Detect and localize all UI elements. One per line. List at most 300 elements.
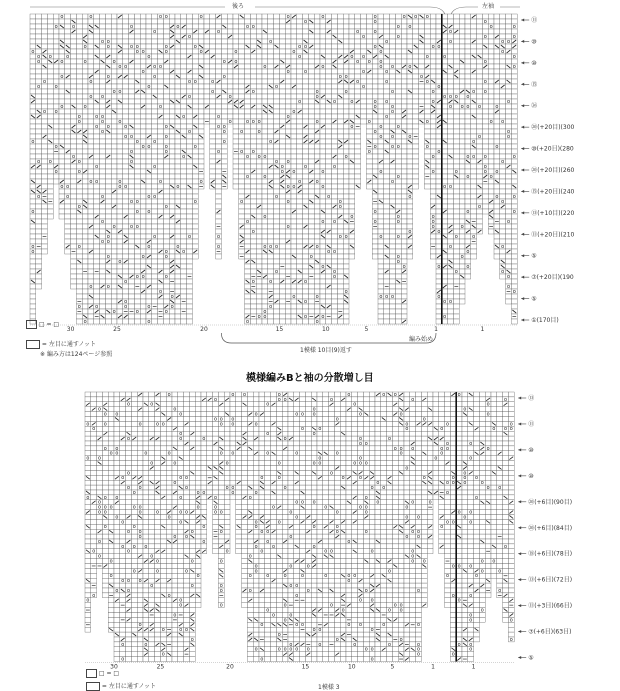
chart-cell — [76, 29, 82, 34]
chart-cell — [158, 169, 164, 174]
chart-cell — [419, 59, 425, 64]
chart-cell — [117, 164, 123, 169]
chart-cell — [192, 94, 198, 99]
chart-cell — [88, 44, 94, 49]
chart-cell — [384, 144, 390, 149]
chart-cell — [453, 79, 459, 84]
chart-cell — [378, 249, 384, 254]
chart-cell — [453, 199, 459, 204]
chart-cell — [82, 234, 88, 239]
chart-cell — [111, 289, 117, 294]
chart-cell — [448, 144, 454, 149]
chart-cell — [332, 239, 338, 244]
yarn-over-symbol: o — [165, 14, 168, 20]
chart-cell — [47, 94, 53, 99]
chart-cell — [291, 74, 297, 79]
chart-cell — [413, 99, 419, 104]
chart-cell — [187, 19, 193, 24]
yarn-over-symbol: o — [147, 319, 150, 325]
chart-cell — [268, 254, 274, 259]
chart-cell — [343, 129, 349, 134]
chart-cell — [343, 64, 349, 69]
chart-cell — [198, 24, 204, 29]
chart-cell — [250, 179, 256, 184]
chart-cell — [105, 169, 111, 174]
chart-cell — [146, 44, 152, 49]
chart-cell — [477, 84, 483, 89]
chart-cell — [500, 139, 506, 144]
chart-cell — [123, 164, 129, 169]
chart-cell — [111, 184, 117, 189]
chart-cell — [181, 234, 187, 239]
chart-cell — [453, 149, 459, 154]
chart-cell — [303, 179, 309, 184]
chart-cell — [494, 19, 500, 24]
chart-cell — [337, 169, 343, 174]
yarn-over-symbol: o — [136, 224, 139, 230]
chart-cell — [71, 244, 77, 249]
chart-cell — [88, 59, 94, 64]
chart-cell — [88, 39, 94, 44]
chart-cell — [239, 84, 245, 89]
chart-cell — [355, 179, 361, 184]
chart-cell — [511, 14, 517, 19]
chart-cell — [262, 14, 268, 19]
chart-cell — [140, 34, 146, 39]
chart-cell — [100, 164, 106, 169]
chart-cell — [372, 239, 378, 244]
chart-cell — [291, 259, 297, 264]
chart-cell — [279, 204, 285, 209]
chart-cell — [256, 69, 262, 74]
chart-cell — [465, 49, 471, 54]
chart-cell — [320, 49, 326, 54]
chart-cell — [291, 274, 297, 279]
chart-cell — [216, 169, 222, 174]
chart-cell — [297, 259, 303, 264]
chart-cell — [169, 154, 175, 159]
chart-cell — [506, 234, 512, 239]
chart-cell — [250, 189, 256, 194]
chart-cell — [169, 189, 175, 194]
chart-cell — [465, 44, 471, 49]
chart-cell — [111, 299, 117, 304]
chart-cell — [459, 214, 465, 219]
chart-cell — [36, 119, 42, 124]
chart-cell — [314, 224, 320, 229]
yarn-over-symbol: o — [95, 164, 98, 170]
chart-cell — [140, 294, 146, 299]
chart-cell — [65, 109, 71, 114]
chart-cell — [30, 304, 36, 309]
chart-cell — [314, 234, 320, 239]
chart-cell — [71, 99, 77, 104]
chart-cell — [332, 84, 338, 89]
chart-cell — [349, 29, 355, 34]
chart-cell — [169, 59, 175, 64]
chart-cell — [245, 269, 251, 274]
chart-cell — [303, 289, 309, 294]
chart-cell — [181, 59, 187, 64]
chart-cell — [390, 119, 396, 124]
chart-cell — [308, 159, 314, 164]
chart-cell — [378, 214, 384, 219]
chart-cell — [59, 214, 65, 219]
chart-cell — [274, 309, 280, 314]
chart-cell — [210, 119, 216, 124]
chart-cell — [42, 14, 48, 19]
chart-cell — [279, 69, 285, 74]
chart-cell — [123, 229, 129, 234]
chart-cell — [53, 54, 59, 59]
chart-cell — [500, 19, 506, 24]
chart-cell — [36, 14, 42, 19]
chart-cell — [285, 319, 291, 324]
chart-cell — [361, 14, 367, 19]
chart-cell — [158, 124, 164, 129]
chart-cell — [262, 289, 268, 294]
chart-cell — [36, 124, 42, 129]
chart-cell — [506, 69, 512, 74]
chart-cell — [146, 179, 152, 184]
chart-cell — [216, 74, 222, 79]
chart-cell — [175, 109, 181, 114]
chart-cell — [65, 129, 71, 134]
chart-cell — [30, 64, 36, 69]
chart-cell — [291, 19, 297, 24]
chart-cell — [349, 64, 355, 69]
chart-cell — [477, 34, 483, 39]
chart-cell — [448, 19, 454, 24]
chart-cell — [129, 254, 135, 259]
chart-cell — [53, 74, 59, 79]
chart-cell — [442, 159, 448, 164]
chart-cell — [111, 249, 117, 254]
chart-cell — [291, 264, 297, 269]
chart-cell — [453, 224, 459, 229]
chart-cell — [274, 279, 280, 284]
chart-cell — [239, 39, 245, 44]
chart-cell — [372, 179, 378, 184]
chart-cell — [88, 139, 94, 144]
chart-cell — [82, 119, 88, 124]
chart-cell — [111, 149, 117, 154]
chart-cell — [297, 144, 303, 149]
chart-cell — [384, 209, 390, 214]
yarn-over-symbol: o — [130, 199, 133, 205]
chart-cell — [337, 19, 343, 24]
chart-cell — [152, 224, 158, 229]
chart-cell — [140, 14, 146, 19]
yarn-over-symbol: o — [107, 234, 110, 240]
chart-cell — [192, 234, 198, 239]
chart-cell — [453, 109, 459, 114]
chart-cell — [262, 84, 268, 89]
chart-cell — [36, 129, 42, 134]
chart-cell — [187, 24, 193, 29]
chart-cell — [36, 264, 42, 269]
chart-cell — [158, 129, 164, 134]
chart-cell — [187, 189, 193, 194]
chart-cell — [436, 214, 442, 219]
chart-cell — [30, 314, 36, 319]
chart-cell — [436, 274, 442, 279]
chart-cell — [175, 89, 181, 94]
chart-cell — [442, 244, 448, 249]
chart-cell — [291, 139, 297, 144]
chart-cell — [117, 289, 123, 294]
chart-cell — [297, 129, 303, 134]
chart-cell — [158, 159, 164, 164]
chart-cell — [407, 159, 413, 164]
chart-cell — [146, 234, 152, 239]
chart-cell — [448, 69, 454, 74]
yarn-over-symbol: o — [60, 59, 63, 65]
chart-cell — [94, 19, 100, 24]
chart-cell — [268, 79, 274, 84]
chart-cell — [390, 229, 396, 234]
chart-cell — [245, 129, 251, 134]
chart-cell — [297, 24, 303, 29]
chart-cell — [303, 54, 309, 59]
chart-cell — [134, 24, 140, 29]
chart-cell — [274, 99, 280, 104]
chart-cell — [355, 14, 361, 19]
chart-cell — [36, 234, 42, 239]
chart-cell — [169, 204, 175, 209]
chart-cell — [175, 269, 181, 274]
chart-cell — [506, 89, 512, 94]
chart-cell — [262, 124, 268, 129]
chart-cell — [36, 104, 42, 109]
chart-cell — [71, 74, 77, 79]
chart-cell — [320, 29, 326, 34]
chart-cell — [239, 229, 245, 234]
yarn-over-symbol: o — [66, 54, 69, 60]
chart-cell — [76, 79, 82, 84]
chart-cell — [419, 19, 425, 24]
chart-cell — [297, 64, 303, 69]
chart-cell — [152, 279, 158, 284]
chart-cell — [453, 144, 459, 149]
chart-cell — [378, 189, 384, 194]
chart-cell — [413, 114, 419, 119]
chart-cell — [216, 184, 222, 189]
chart-cell — [105, 184, 111, 189]
yarn-over-symbol: o — [182, 154, 185, 160]
chart-cell — [187, 174, 193, 179]
chart-cell — [53, 134, 59, 139]
chart-cell — [158, 254, 164, 259]
chart-cell — [268, 219, 274, 224]
chart-cell — [187, 14, 193, 19]
chart-cell — [395, 304, 401, 309]
chart-cell — [482, 134, 488, 139]
chart-cell — [337, 294, 343, 299]
yarn-over-symbol: o — [142, 69, 145, 75]
chart-cell — [158, 219, 164, 224]
chart-cell — [146, 129, 152, 134]
chart-cell — [511, 259, 517, 264]
chart-cell — [477, 219, 483, 224]
chart-cell — [187, 64, 193, 69]
chart-cell — [233, 79, 239, 84]
chart-cell — [314, 274, 320, 279]
chart-cell — [326, 134, 332, 139]
chart-cell — [378, 309, 384, 314]
chart-cell — [482, 119, 488, 124]
chart-cell — [245, 304, 251, 309]
yarn-over-symbol: o — [60, 74, 63, 80]
chart-cell — [111, 74, 117, 79]
chart-cell — [262, 279, 268, 284]
chart-cell — [337, 219, 343, 224]
chart-cell — [337, 104, 343, 109]
chart-cell — [453, 179, 459, 184]
chart-cell — [268, 129, 274, 134]
chart-cell — [111, 174, 117, 179]
chart-cell — [274, 314, 280, 319]
yarn-over-symbol: o — [252, 119, 255, 125]
chart-cell — [407, 164, 413, 169]
chart-cell — [134, 104, 140, 109]
chart-cell — [268, 74, 274, 79]
chart-cell — [326, 204, 332, 209]
chart-cell — [227, 49, 233, 54]
chart-cell — [343, 209, 349, 214]
chart-cell — [181, 99, 187, 104]
chart-cell — [187, 44, 193, 49]
chart-cell — [42, 149, 48, 154]
chart-cell — [436, 134, 442, 139]
chart-cell — [384, 199, 390, 204]
chart-cell — [337, 154, 343, 159]
chart-cell — [158, 119, 164, 124]
chart-cell — [111, 159, 117, 164]
chart-cell — [506, 259, 512, 264]
chart-cell — [245, 54, 251, 59]
chart-cell — [366, 94, 372, 99]
chart-cell — [210, 164, 216, 169]
chart-cell — [76, 39, 82, 44]
yarn-over-symbol: o — [124, 134, 127, 140]
chart-cell — [250, 204, 256, 209]
chart-cell — [88, 199, 94, 204]
yarn-over-symbol: o — [130, 149, 133, 155]
chart-cell — [488, 134, 494, 139]
chart-cell — [401, 309, 407, 314]
chart-cell — [94, 209, 100, 214]
chart-cell — [308, 59, 314, 64]
chart-cell — [123, 169, 129, 174]
chart-cell — [204, 19, 210, 24]
chart-cell — [82, 149, 88, 154]
chart-cell — [343, 184, 349, 189]
chart-cell — [175, 304, 181, 309]
yarn-over-symbol: o — [107, 39, 110, 45]
chart-cell — [140, 184, 146, 189]
chart-cell — [76, 319, 82, 324]
chart-cell — [488, 44, 494, 49]
chart-cell — [303, 104, 309, 109]
chart-cell — [291, 239, 297, 244]
chart-cell — [326, 224, 332, 229]
chart-cell — [314, 59, 320, 64]
chart-cell — [448, 54, 454, 59]
yarn-over-symbol: o — [159, 179, 162, 185]
chart-cell — [337, 49, 343, 54]
chart-cell — [401, 179, 407, 184]
chart-cell — [285, 104, 291, 109]
chart-cell — [366, 184, 372, 189]
chart-cell — [59, 49, 65, 54]
chart-cell — [459, 194, 465, 199]
chart-cell — [198, 104, 204, 109]
chart-cell — [337, 319, 343, 324]
chart-cell — [105, 264, 111, 269]
chart-cell — [210, 149, 216, 154]
chart-cell — [262, 129, 268, 134]
chart-cell — [59, 169, 65, 174]
chart-cell — [372, 184, 378, 189]
chart-cell — [453, 129, 459, 134]
yarn-over-symbol: o — [188, 234, 191, 240]
chart-cell — [36, 254, 42, 259]
chart-cell — [401, 254, 407, 259]
chart-cell — [390, 124, 396, 129]
chart-cell — [442, 274, 448, 279]
chart-cell — [308, 49, 314, 54]
chart-cell — [175, 49, 181, 54]
chart-cell — [337, 34, 343, 39]
chart-cell — [76, 219, 82, 224]
chart-cell — [291, 219, 297, 224]
chart-cell — [204, 39, 210, 44]
chart-cell — [245, 94, 251, 99]
chart-cell — [192, 109, 198, 114]
chart-cell — [314, 14, 320, 19]
yarn-over-symbol: o — [258, 119, 261, 125]
chart-cell — [314, 229, 320, 234]
chart-cell — [291, 224, 297, 229]
chart-cell — [187, 244, 193, 249]
chart-cell — [82, 219, 88, 224]
chart-cell — [274, 284, 280, 289]
chart-cell — [407, 99, 413, 104]
yarn-over-symbol: o — [84, 104, 87, 110]
chart-cell — [175, 214, 181, 219]
chart-cell — [146, 119, 152, 124]
chart-cell — [216, 254, 222, 259]
chart-cell — [262, 54, 268, 59]
chart-cell — [262, 204, 268, 209]
chart-cell — [285, 249, 291, 254]
chart-cell — [117, 109, 123, 114]
yarn-over-symbol: o — [136, 309, 139, 315]
yarn-over-symbol: o — [263, 244, 266, 250]
chart-cell — [192, 159, 198, 164]
chart-cell — [471, 34, 477, 39]
chart-cell — [285, 214, 291, 219]
chart-cell — [372, 119, 378, 124]
chart-cell — [279, 234, 285, 239]
chart-cell — [471, 74, 477, 79]
chart-cell — [430, 59, 436, 64]
chart-cell — [430, 24, 436, 29]
chart-cell — [279, 19, 285, 24]
chart-cell — [279, 39, 285, 44]
chart-cell — [256, 254, 262, 259]
